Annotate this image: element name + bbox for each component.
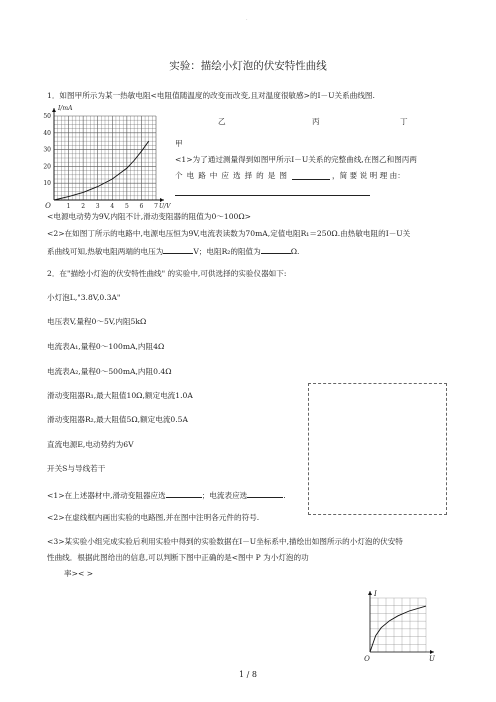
x-tick-label: 7 <box>154 203 158 210</box>
x-axis-label: U/V <box>159 203 171 210</box>
chart-bulb-iu-curve <box>360 588 442 664</box>
q1-sub1-line2-chars <box>175 171 287 181</box>
q1-sub1-char: 的 <box>256 171 264 180</box>
q1-sub1-char: 图 <box>279 171 287 180</box>
fig-label-bing: 丙 <box>312 117 320 126</box>
q1-sub1-char: 是 <box>267 171 276 180</box>
q1-sub1-char: 择 <box>244 171 253 180</box>
q2-sub1-text-a: <1>在上述器材中,滑动变阻器应选 <box>47 491 166 500</box>
q2-item: 小灯泡L,"3.8V,0.3A" <box>47 293 121 302</box>
q2-item: 滑动变阻器R₂,最大阻值5Ω,额定电流0.5A <box>47 415 188 424</box>
q2-sub2: <2>在虚线框内画出实验的电路图,并在图中注明各元件的符号. <box>47 513 260 522</box>
x-tick-label: 3 <box>95 203 100 210</box>
q1-stem: 1．如图甲所示为某一热敏电阻<电阻值随温度的改变而改变,且对温度很敏感>的I－U关系曲线图. <box>47 91 375 100</box>
page-number: 1 / 8 <box>239 670 257 679</box>
origin-label: O <box>45 202 51 210</box>
q1-sub1-char: 路 <box>198 171 206 180</box>
header-dot: . <box>246 16 248 22</box>
y-tick-label: 30 <box>43 146 51 154</box>
q1-sub1-char: 中 <box>209 171 218 180</box>
q2-sub3-line2: 性曲线．根据此图给出的信息,可以判断下图中正确的是<图中 P 为小灯泡的功 <box>47 553 309 562</box>
fig-label-yi: 乙 <box>218 117 226 126</box>
q1-sub1-char: 个 <box>175 171 183 180</box>
series-line-bulb-iu <box>370 606 426 652</box>
answer-blank-q2-ammeter[interactable] <box>247 489 286 500</box>
y-tick-label: 50 <box>43 113 51 120</box>
origin-label: O <box>364 655 370 663</box>
q2-stem: 2．在"描绘小灯泡的伏安特性曲线" 的实验中,可供选择的实验仪器如下: <box>47 269 287 278</box>
q2-item: 电流表A₂,量程0～500mA,内阻0.4Ω <box>47 367 172 376</box>
page-title: 实验：描绘小灯泡的伏安特性曲线 <box>169 60 327 72</box>
answer-blank-q2-rheostat[interactable] <box>166 489 202 498</box>
q1-sub1-char: 应 <box>221 171 229 180</box>
x-tick-label: 2 <box>81 203 86 210</box>
q1-sub2-line2 <box>47 245 299 257</box>
y-tick-label: 20 <box>43 163 51 171</box>
y-axis-label: I/mA <box>58 105 73 112</box>
q1-sub2-line1: <2>在如图丁所示的电路中,电源电压恒为9V,电流表读数为70mA,定值电阻R₁＝250Ω.由热敏电阻的I－U关 <box>47 229 411 238</box>
q2-sub1-text-c: . <box>283 491 286 500</box>
y-axis-arrow <box>52 108 56 112</box>
fig-label-ding: 丁 <box>400 117 408 126</box>
q1-sub1-char: 选 <box>232 171 241 180</box>
x-tick-label: 1 <box>66 203 71 210</box>
q2-sub3-line1: <3>某实验小组完成实验后利用实验中得到的实验数据在I－U坐标系中,描绘出如图所示的小灯泡的伏安特 <box>47 537 403 546</box>
q1-sub1-line1: <1>为了通过测量得到如图甲所示I－U关系的完整曲线,在图乙和图丙两 <box>175 155 417 164</box>
x-axis-arrow <box>430 650 434 654</box>
q1-sub2-text-b: V；电阻R₂的阻值为 <box>193 247 261 256</box>
q1-sub1-line2-tail: ，简 要 说 明 理 由： <box>332 171 405 180</box>
y-tick-label: 40 <box>43 129 51 137</box>
answer-line-q1-reason[interactable] <box>175 195 370 196</box>
x-axis-label: U <box>429 655 435 663</box>
q2-item: 电压表V,量程0～5V,内阻5kΩ <box>47 317 147 326</box>
answer-blank-q1-figure[interactable] <box>292 171 330 180</box>
x-tick-label: 4 <box>110 203 115 210</box>
q2-sub3-line3: 率>< > <box>64 569 94 578</box>
x-tick-label: 6 <box>139 203 144 210</box>
q1-sub2-text-a: 系曲线可知,热敏电阻两端的电压为 <box>47 247 164 256</box>
answer-blank-q1-r2[interactable] <box>261 245 291 254</box>
q2-sub1 <box>47 489 286 501</box>
chart-jia-iu-curve <box>36 104 171 212</box>
q1-sub2-text-c: Ω. <box>290 247 300 256</box>
x-tick-label: 5 <box>124 203 129 210</box>
q2-item: 直流电源E,电动势约为6V <box>47 440 134 449</box>
circuit-drawing-box[interactable] <box>308 383 447 515</box>
q2-item: 滑动变阻器R₁,最大阻值10Ω,额定电流1.0A <box>47 391 193 400</box>
x-axis-arrow <box>160 198 164 202</box>
q2-item: 电流表A₁,量程0～100mA,内阻4Ω <box>47 342 165 351</box>
q1-note: <电源电动势为9V,内阻不计,滑动变阻器的阻值为0～100Ω> <box>47 212 252 221</box>
y-tick-label: 10 <box>43 180 51 188</box>
y-axis-arrow <box>368 591 372 595</box>
answer-blank-q1-voltage[interactable] <box>163 245 193 254</box>
q1-sub1-char: 电 <box>186 171 195 180</box>
q2-sub1-text-b: ；电流表应选 <box>201 491 248 500</box>
y-axis-label: I <box>374 590 377 598</box>
q2-item: 开关S与导线若干 <box>47 464 106 473</box>
fig-label-jia: 甲 <box>175 139 183 148</box>
